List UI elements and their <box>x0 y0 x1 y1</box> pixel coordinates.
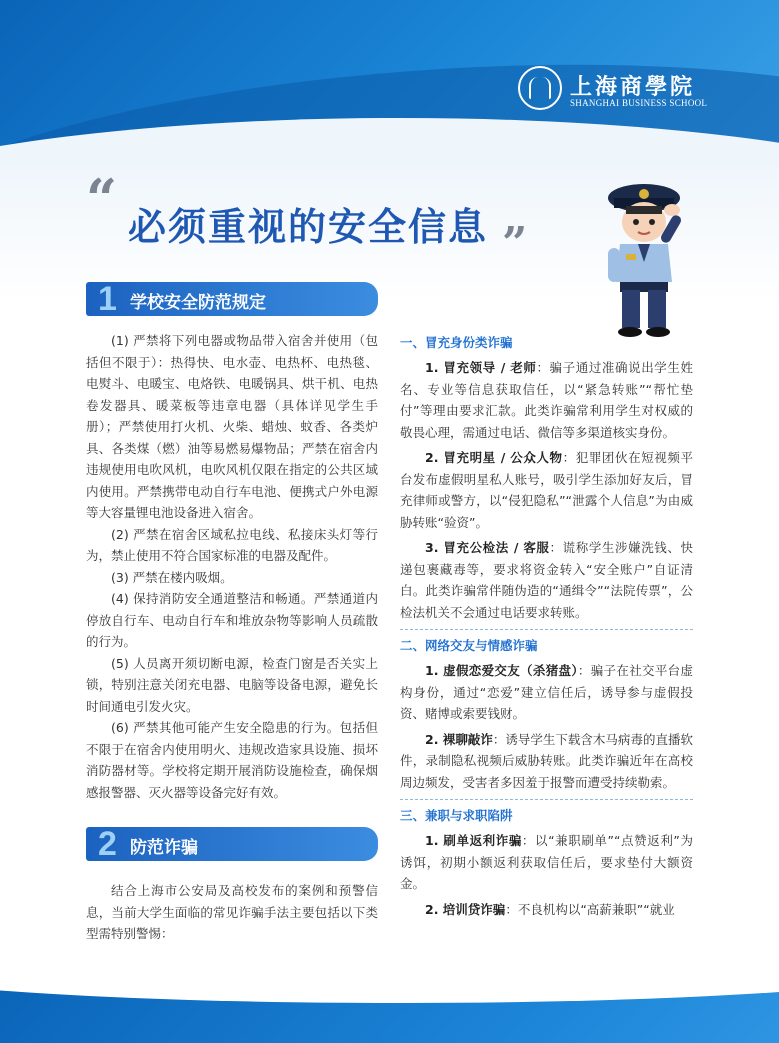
section-2-title: 防范诈骗 <box>130 838 198 858</box>
fraud-intro-paragraph: 结合上海市公安局及高校发布的案例和预警信息，当前大学生面临的常见诈骗手法主要包括以下类型需特别警惕： <box>86 883 378 941</box>
rule-paragraph-5: (5) 人员离开须切断电源，检查门窗是否关实上锁，特别注意关闭充电器、电脑等设备电源，避免长时间通电引发火灾。 <box>86 655 378 714</box>
fraud-group-jobs <box>400 807 693 920</box>
title-open-quote: “ <box>86 167 118 231</box>
fraud-item: 1. 刷单返利诈骗：以“兼职刷单”“点赞返利”为诱饵，初期小额返利获取信任后，要求垫付大额资金。 <box>400 833 693 891</box>
fraud-item: 1. 虚假恋爱交友（杀猪盘）：骗子在社交平台虚构身份，通过“恋爱”建立信任后，诱导参与虚假投资、赌博或索要钱财。 <box>400 663 693 721</box>
fraud-item: 1. 冒充领导 / 老师：骗子通过准确说出学生姓名、专业等信息获取信任，以“紧急转账”“帮忙垫付”等理由要求汇款。此类诈骗常利用学生对权威的敬畏心理，需通过电话、微信等多渠道核实身份。 <box>400 360 693 440</box>
fraud-group-heading: 三、兼职与求职陷阱 <box>400 808 513 823</box>
section-1-title: 学校安全防范规定 <box>130 293 266 313</box>
rule-paragraph-4: (4) 保持消防安全通道整洁和畅通。严禁通道内停放自行车、电动自行车和堆放杂物等影响人员疏散的行为。 <box>86 591 378 649</box>
school-logo <box>518 66 718 116</box>
footer-wave <box>0 975 779 1003</box>
rule-paragraph-3: (3) 严禁在楼内吸烟。 <box>111 569 233 585</box>
title-close-quote: ” <box>502 218 528 269</box>
section-1-number: 1 <box>98 280 117 318</box>
rule-paragraph-1: (1) 严禁将下列电器或物品带入宿舍并使用（包括但不限于）：热得快、电水壶、电热杯、电热毯、电熨斗、电暖宝、电烙铁、电暖锅具、烘干机、电热卷发器具、暖菜板等违章电器（具体详见学生手册）；严禁使用打火机、火柴、蜡烛、蚊香、各类炉具、各类煤（燃）油等易燃易爆物品；严禁在宿舍内违规使用电吹风机，电吹风机仅限在指定的公共区域内使用。严禁携带电动自行车电池、便携式户外电源等大容量锂电池设备进入宿舍。 <box>86 333 378 520</box>
fraud-group-romance <box>400 637 693 793</box>
section-1-body <box>86 330 378 803</box>
police-officer-illustration <box>592 170 702 340</box>
page-number: 25 <box>716 983 731 998</box>
fraud-group-identity <box>400 334 693 623</box>
logo-chinese-name: 上海商學院 <box>570 74 696 100</box>
section-2-number: 2 <box>98 825 117 863</box>
fraud-item: 2. 培训贷诈骗：不良机构以“高薪兼职”“就业 <box>425 901 675 917</box>
fraud-group-heading: 二、网络交友与情感诈骗 <box>400 638 538 653</box>
section-1-heading <box>86 282 378 316</box>
fraud-group-heading: 一、冒充身份类诈骗 <box>400 335 513 350</box>
page-footer <box>0 975 779 1043</box>
logo-english-name: SHANGHAI BUSINESS SCHOOL <box>570 98 708 108</box>
fraud-item: 3. 冒充公检法 / 客服：谎称学生涉嫌洗钱、快递包裹藏毒等，要求将资金转入“安全账户”自证清白。此类诈骗常伴随伪造的“通缉令”“法院传票”，公检法机关不会通过电话要求转账。 <box>400 540 693 620</box>
fraud-types-column <box>400 334 693 924</box>
page-header <box>0 0 779 155</box>
section-2-heading <box>86 827 378 861</box>
fraud-item: 2. 冒充明星 / 公众人物：犯罪团伙在短视频平台发布虚假明星私人账号，吸引学生添加好友后，冒充律师或警方，以“侵犯隐私”“泄露个人信息”为由威胁转账“验资”。 <box>400 450 693 530</box>
rule-paragraph-6: (6) 严禁其他可能产生安全隐患的行为。包括但不限于在宿舍内使用明火、违规改造家具设施、损坏消防器材等。学校将定期开展消防设施检查，确保烟感报警器、灭火器等设备完好有效。 <box>86 720 378 800</box>
group-divider <box>400 799 693 800</box>
rule-paragraph-2: (2) 严禁在宿舍区域私拉电线、私接床头灯等行为，禁止使用不符合国家标准的电器及配件。 <box>86 526 378 563</box>
school-seal-icon <box>518 66 562 110</box>
group-divider <box>400 629 693 630</box>
fraud-item: 2. 裸聊敲诈：诱导学生下载含木马病毒的直播软件，录制隐私视频后威胁转账。此类诈骗近年在高校周边频发，受害者多因羞于报警而遭受持续勒索。 <box>400 731 693 790</box>
page-title: 必须重视的安全信息 <box>128 205 489 249</box>
section-2-body <box>86 880 378 945</box>
